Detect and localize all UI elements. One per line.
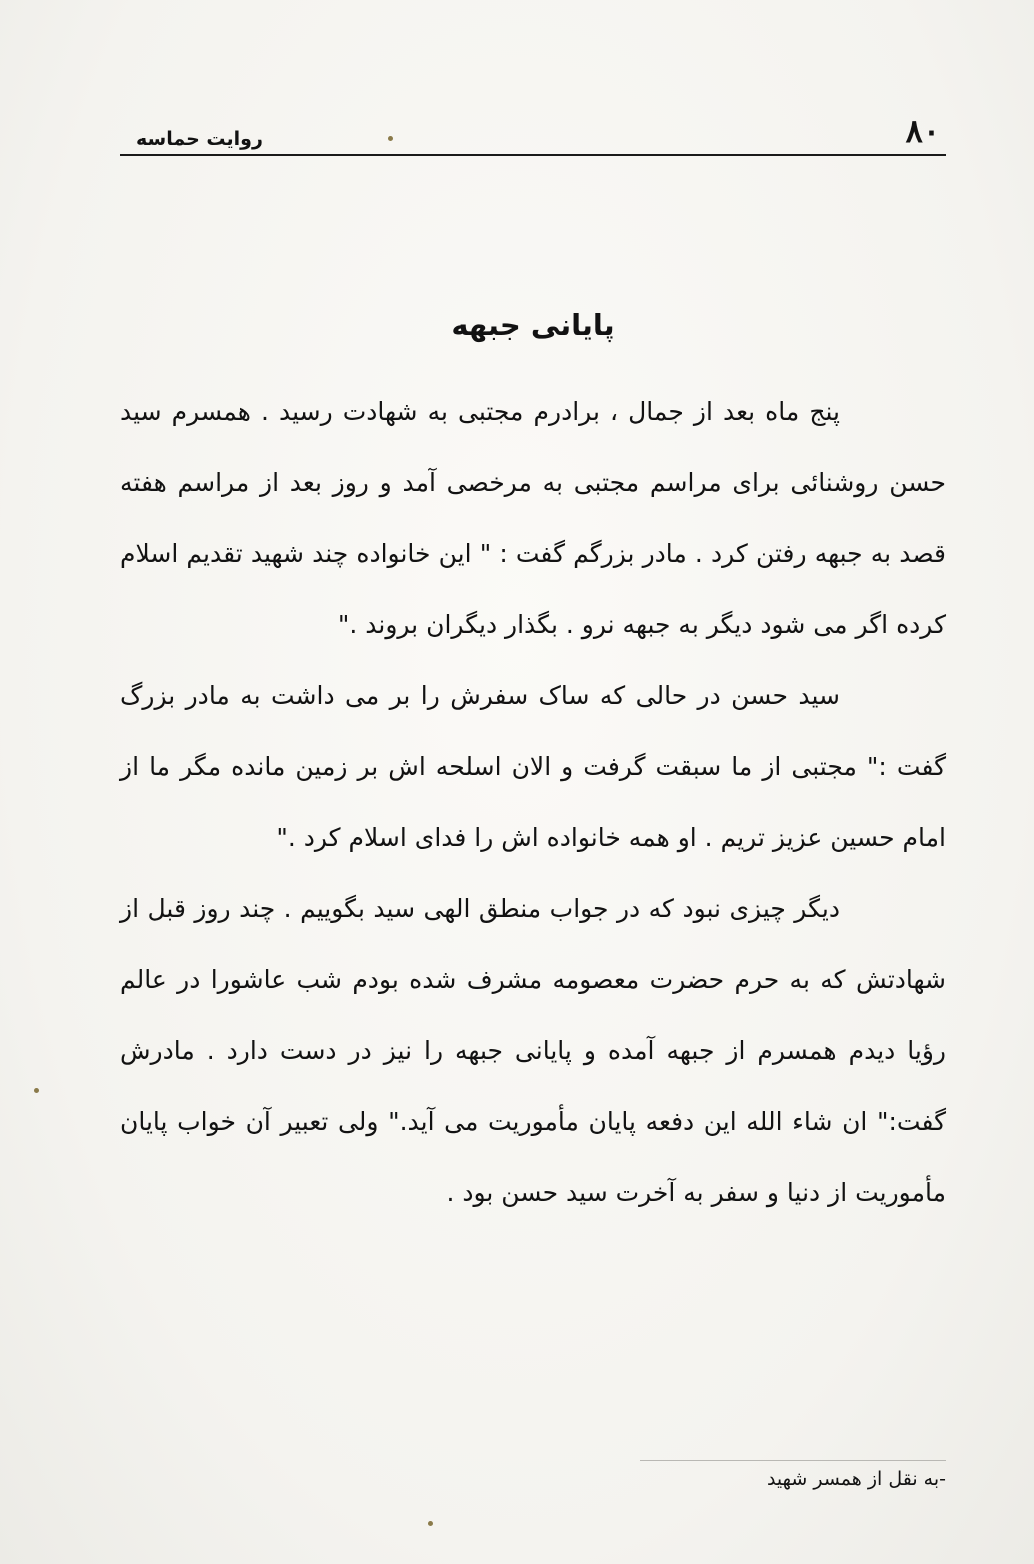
paragraph-3: دیگر چیزی نبود که در جواب منطق الهی سید بگوییم . چند روز قبل از شهادتش که به حرم حضرت معصومه مشرف شده بودم شب عاشورا در عالم رؤیا دیدم همسرم از جبهه آمده و پایانی جبهه را نیز در دست دارد . مادرش گفت:" ان شاء الله این دفعه پایان مأموریت می آید." ولی تعبیر آن خواب پایان مأموریت از دنیا و سفر به آخرت سید حسن بود . <box>120 894 946 1207</box>
paragraph-2: سید حسن در حالی که ساک سفرش را بر می داشت به مادر بزرگ گفت :" مجتبی از ما سبقت گرفت و الان اسلحه اش بر زمین مانده مگر ما از امام حسین عزیز تریم . او همه خانواده اش را فدای اسلام کرد ." <box>120 681 946 852</box>
footnote: -به نقل از همسر شهید <box>766 1468 946 1490</box>
running-title: روایت حماسه <box>136 128 263 150</box>
body-text <box>120 376 946 1228</box>
paper-speck <box>388 136 393 141</box>
chapter-title: پایانی جبهه <box>451 308 615 342</box>
page-header <box>120 108 946 156</box>
paper-speck <box>428 1521 433 1526</box>
page-number: ۸۰ <box>905 112 940 150</box>
paragraph-1: پنج ماه بعد از جمال ، برادرم مجتبی به شهادت رسید . همسرم سید حسن روشنائی برای مراسم مجتبی به مرخصی آمد و روز بعد از مراسم هفته قصد به جبهه رفتن کرد . مادر بزرگم گفت : " این خانواده چند شهید تقدیم اسلام کرده اگر می شود دیگر به جبهه نرو . بگذار دیگران بروند ." <box>120 397 946 639</box>
paper-speck <box>34 1088 39 1093</box>
footnote-divider <box>640 1460 946 1461</box>
